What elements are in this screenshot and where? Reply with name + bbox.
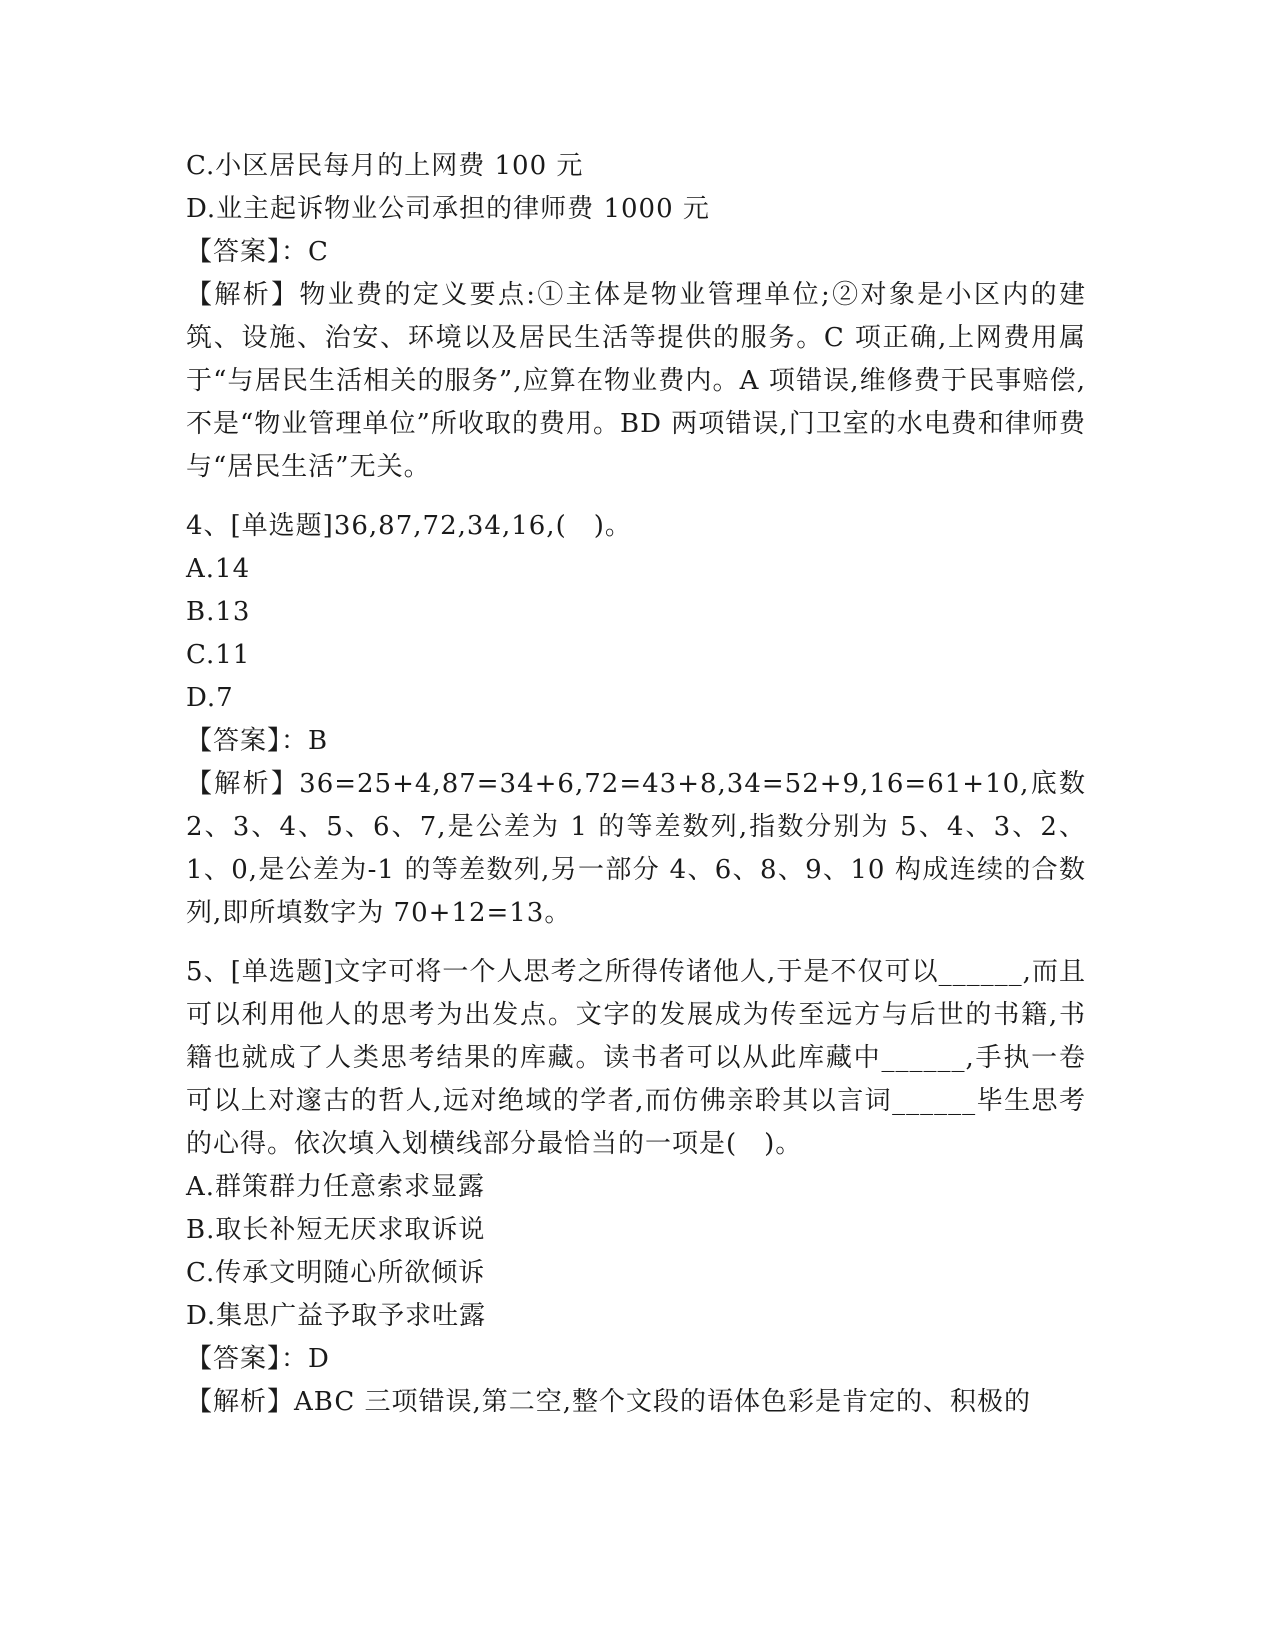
q5-answer: 【答案】：D <box>186 1344 330 1374</box>
q3-analysis: 【解析】物业费的定义要点:①主体是物业管理单位;②对象是小区内的建筑、设施、治安、环境以及居民生活等提供的服务。C 项正确,上网费用属于“与居民生活相关的服务”,应算在物业费内。A 项错误,维修费于民事赔偿,不是“物业管理单位”所收取的费用。BD 两项错误,门卫室的水电费和律师费与“居民生活”无关。 <box>186 280 1086 482</box>
q4-option-d: D.7 <box>186 683 234 713</box>
q3-answer: 【答案】：C <box>186 237 329 267</box>
q3-option-d: D.业主起诉物业公司承担的律师费 1000 元 <box>186 194 710 224</box>
document-page <box>186 145 1086 1424</box>
q4-option-b: B.13 <box>186 597 251 627</box>
q3-option-c: C.小区居民每月的上网费 100 元 <box>186 151 584 181</box>
q5-analysis: 【解析】ABC 三项错误,第二空,整个文段的语体色彩是肯定的、积极的 <box>186 1387 1032 1417</box>
q4-analysis: 【解析】36=25+4,87=34+6,72=43+8,34=52+9,16=61+10,底数 2、3、4、5、6、7,是公差为 1 的等差数列,指数分别为 5、4、3、2、1、0,是公差为-1 的等差数列,另一部分 4、6、8、9、10 构成连续的合数列,即所填数字为 70+12=13。 <box>186 769 1086 928</box>
section-gap <box>186 489 1086 505</box>
q4-option-c: C.11 <box>186 640 251 670</box>
q5-option-b: B.取长补短无厌求取诉说 <box>186 1215 486 1245</box>
q4-question: 4、[单选题]36,87,72,34,16,( )。 <box>186 511 632 541</box>
q5-option-d: D.集思广益予取予求吐露 <box>186 1301 487 1331</box>
section-gap <box>186 935 1086 951</box>
q4-answer: 【答案】：B <box>186 726 329 756</box>
q5-question: 5、[单选题]文字可将一个人思考之所得传诸他人,于是不仅可以______,而且可以利用他人的思考为出发点。文字的发展成为传至远方与后世的书籍,书籍也就成了人类思考结果的库藏。读书者可以从此库藏中______,手执一卷可以上对邃古的哲人,远对绝域的学者,而仿佛亲聆其以言词______毕生思考的心得。依次填入划横线部分最恰当的一项是( )。 <box>186 957 1086 1159</box>
q5-option-a: A.群策群力任意索求显露 <box>186 1172 486 1202</box>
q5-option-c: C.传承文明随心所欲倾诉 <box>186 1258 486 1288</box>
q4-option-a: A.14 <box>186 554 251 584</box>
